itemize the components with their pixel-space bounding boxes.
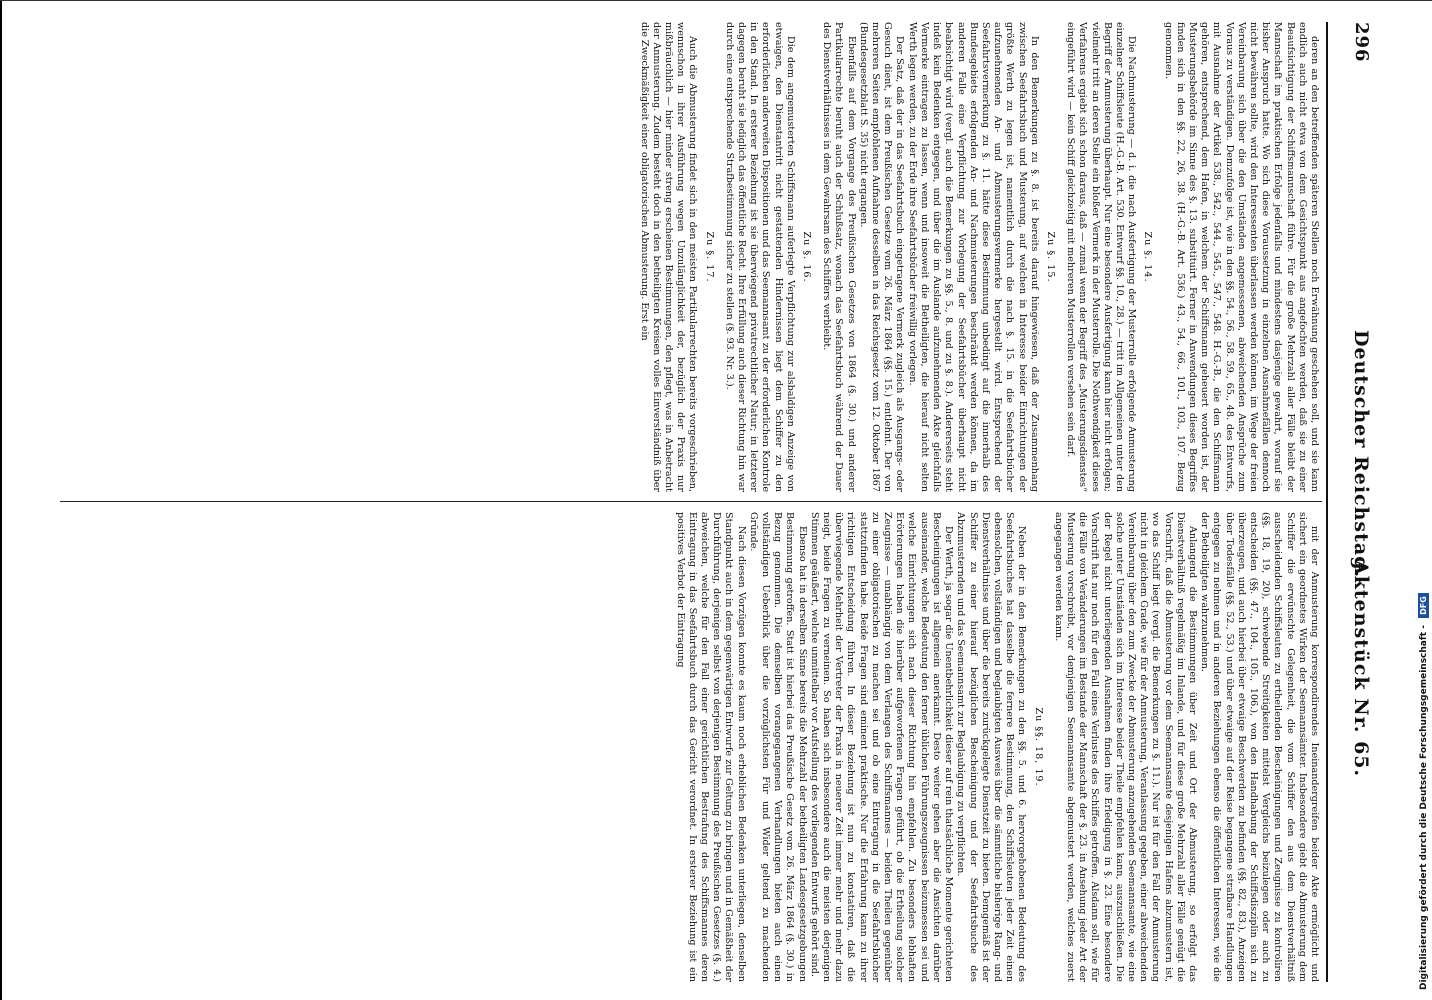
paragraph: Der Werth, ja sogar die Unentbehrlichkeit dieser auf rein thatsächliche Momente gerichteten Bescheinigungen ist allgemein anerkannt. Desto weiter gehen aber die Ansichten darüber auseinander, welche Bedeutung den ferner üblichen Führungszeugnissen beizumessen sei und welche Einrichtungen sich nach dieser Richtung hin empfehlen. Zu besonders lebhaften Erörterungen haben die hierüber aufgeworfenen Fragen geführt, ob die Ertheilung solcher Zeugnisse — unabhängig von dem Verlangen des Schiffsmannes — beiden Theilen gegenüber zu einer obligatorischen zu machen sei und ob eine Eintragung in die Seefahrtsbücher stattzufinden habe. Beide Fragen sind eminent praktische. Nur die Erfahrung kann zu ihrer richtigen Entscheidung führen. In dieser Beziehung ist nun zu konstatiren, daß die überwiegende Mehrheit der Vertreter der Praxis in neuerer Zeit immer mehr und mehr dazu neigt, beide Fragen zu verneinen. So haben sich insbesondere auch die meisten derjenigen Stimmen geäußert, welche unmittelbar vor Aufstellung des vorliegenden Entwurfs gehört sind. bbox=[808, 512, 955, 982]
paragraph: Anlangend die Bestimmungen über Zeit und Ort der Abmusterung, so erfolgt das Dienstverhältniß regelmäßig im Inlande, und für diese große Mehrzahl aller Fälle genügt die Vorschrift, daß die Abmusterung vor dem Seemannsamte desjenigen Hafens abzumustern ist, wo das Schiff liegt (vergl. die Bemerkungen zu §. 11.). Nur ist für den Fall der Anmusterung nicht in gleichem Grade, wie für der Anmusterung, Veranlassung gegeben, einer abweichenden Vereinbarung über den zum Zwecke der Abmusterung anzugehenden Seemannsamte, wie eine solche unter Umständen sich im Interesse beider Theile empfehlen kann, auszuschließen. Die der Regel nicht unterliegenden Ausnahmen finden ihre Erledigung in §. 23. Eine besondere Vorschrift hat nur noch für den Fall eines Verlustes des Schiffes getroffen. Alsdann soll, wie für die Fälle von Veränderungen im Bestande der Mannschaft der §. 23. in Ansehung jeder Art der Musterung vorschreibt, vor demjenigen Seemannsamte abgemustert werden, welches zuerst angegangen werden kann. bbox=[1052, 512, 1198, 982]
paragraph: Auch die Abmusterung findet sich in den meisten Partikularrechten bereits vorgeschrieben, wennschon in ihrer Ausführung wegen Unzulänglichkeit der, bezüglich der Praxis nur mißbräuchlich — hier minder streng erscheinen Bestimmungen, den pflegt, was in Anbetracht der Anmusterung. Zudem besteht doch in den betheiligten Kreisen volles Einverständniß über die Zweckmäßigkeit einer obligatorischen Abmusterung. Erst ein bbox=[638, 22, 699, 492]
paragraph: Der Satz, daß der in das Seefahrtsbuch eingetragene Vermerk zugleich als Ausgangs- oder Gesuch dient, ist dem Preußischen Gesetze vom 26. März 1864 (§§. 15.) entlehnt. Der von mehreren Seiten empfohlenen Aufnahme desselben in das Reichsgesetz vom 12. Oktober 1867 (Bundesgesetzblatt S. 35) nicht ergangen. bbox=[857, 22, 906, 492]
paragraph: deren an den betreffenden späteren Stellen noch Erwähnung geschehen soll, und sie kann endlich auch nicht etwa von dem Gesichtspunkt aus angefochten werden, daß sie zu einer Beaufsichtigung der Schiffsmannschaft führe. Für die große Mehrzahl aller Fälle bleibt der Mannschaft im praktischen Erfolge jedenfalls und mindestens dasjenige gewahrt, worauf sie bisher Anspruch hatte. Wo sich diese Voraussetzung in einzelnen Ausnahmefällen dennoch nicht bewähren sollte, wird den Interessenten überlassen werden können, im Wege der freien Vereinbarung sich über die den Umständen angemessenen, abweichenden Ansprüche zum Voraus zu verständigen. Demzufolge ist, wie in den §§. 54., 56., 58. 59., 65., 48. des Entwurfs, mit Ausnahme der Artikel 538., 542., 544., 545., 547., 548. H.-G.-B., die den Schiffsmann gehören, entsprechend, dem Hafen, in welchem der Schiffsmann geheuert worden ist, der Musterungsbehörde im Sinne des §. 13. substituirt. Ferner in Anwendungen dieses Begriffes finden sich in den §§. 22, 26, 38. (H.-G.-B. Art. 536.) 43., 54., 66., 101., 103., 107. Bezug genommen. bbox=[1162, 22, 1320, 492]
section-heading: Zu §§. 18, 19. bbox=[1032, 707, 1044, 787]
paragraph: Ebenso hat in derselben Sinne bereits die Mehrzahl der betheiligten Landesgesetzgebungen Bestimmung getroffen. Statt ist hierbei das Preußische Gesetz vom 26. März 1864 (§. 30.) in Bezug genommen. Die demselben vorangegangenen Verhandlungen bieten auch einen vollständigen Ueberblick über die vorzüglichsten Für und Wider geltend zu machenden Gründe. bbox=[747, 512, 808, 982]
paragraph: Die dem angemusterten Schiffsmann auferlegte Verpflichtung zur alsbaldigen Anzeige von etwaigen, den Dienstantritt nicht gestattenden Hindernissen liegt dem Schiffer zu den erforderlichen anderweiten Dispositionen und das Seemannsamt zu der erforderlichen Kontrole in den Stand. In ersterer Beziehung ist sie überwiegend privatrechtlicher Natur; in letzterer dagegen beruht sie lediglich das öffentliche Recht. Ihre Erfüllung auch dieser Richtung hin war durch eine entsprechende Strafbestimmung sicher zu stellen (§. 93. Nr. 3.). bbox=[723, 22, 796, 492]
text-column-right bbox=[50, 512, 1320, 982]
paragraph: mit der Anmusterung korrespondirendes Ineinandergreifen beider Akte ermöglicht und sichert ein geordnetes Wirken der Seemannsämter. Insbesondere giebt die Abmusterung dem Schiffer die erwünschte Gelegenheit, die vom Schiffer den aus dem Dienstverhältniß ausscheidenden Schiffsleuten zu ertheilenden Bescheinigungen und Zeugnisse zu kontroliren (§§. 18, 19, 20), schwebende Streitigkeiten mittelst Vergleichs beizulegen oder auch zu entscheiden (§§. 47., 104., 105., 106.), von den Handhabung der Schiffsdisziplin sich zu überzeugen, und auch hierbei über etwaige Beschwerden zu befinden (§§. 82., 83.), Anzeigen über Todesfälle (§§. 52., 53.) und über etwaige auf der Reise begangene strafbare Handlungen entgegen zu nehmen und in anderen Beziehungen ebenso die öffentlichen Interessen, wie die der Betheiligten wahrzunehmen. bbox=[1199, 512, 1320, 982]
paragraph: Ebenfalls auf dem Vorgange des Preußischen Gesetzes von 1864 (§. 30.) und anderer Partikularrechte beruht auch der Schlußsatz, wonach das Seefahrtsbuch während der Dauer des Dienstverhältnisses in dem Gewahrsam des Schiffers verbleibt. bbox=[821, 22, 857, 492]
section-heading: Zu §. 14. bbox=[1142, 231, 1154, 283]
section-heading: Zu §. 17. bbox=[703, 231, 715, 283]
section-heading: Zu §. 16. bbox=[801, 231, 813, 283]
header-rule bbox=[1326, 22, 1328, 982]
dfg-logo: DFG bbox=[1418, 593, 1429, 618]
paragraph: Die Nachmusterung — d. i. die nach Ausfertigung der Musterrolle erfolgende Anmusterung einzelner Schiffsleute (H.-G.-B. Art. 530. Entwurf §§. 10., 28.) — tritt im Allgemeinen unter den Begriff der Anmusterung überhaupt. Nur eine besondere Ausfertigung kann hier nicht erfolgen; vielmehr tritt an deren Stelle ein bloßer Vermerk in der Musterrolle. Die Nothwendigkeit dieses Verfahrens ergiebt sich schon daraus, daß — zumal wenn der Begriff des „Musterungsdienstes“ eingeführt wird — kein Schiff gleichzeitig mit mehreren Musterrollen versehen sein darf. bbox=[1065, 22, 1138, 492]
running-title-right: Aktenstück Nr. 65. bbox=[1350, 560, 1372, 778]
paragraph: Nach diesen Vorzügen konnte es kaum noch erheblichen Bedenken unterliegen, denselben Standpunkt auch in dem gegenwärtigen Entwurfe zur Geltung zu bringen und in Gemäßheit der Durchführung, derjenigen selbst von derjenigen Bestimmung des Preußischen Gesetzes (§. 4.) abweichen, welche für den Fall einer gerichtlichen Bestrafung des Schiffsmannes deren Eintragung in das Seefahrtsbuch durch das Gericht verordnet. In ersterer Beziehung ist ein positives Verbot der Eintragung bbox=[674, 512, 747, 982]
section-heading: Zu §. 15. bbox=[1044, 231, 1056, 283]
credit-text: Digitalisierung gefördert durch die Deutsche Forschungsgemeinschaft - bbox=[1419, 625, 1429, 990]
paragraph: Neben der in den Bemerkungen zu den §§. 5. und 6. hervorgehobenen Bedeutung des Seefahrtsbuches hat dasselbe die fernere Bestimmung, den Schiffsleuten jeder Zeit einen ebensolchen, vollständigen und beglaubigten Ausweis über die sämmtliche bisherige Rang- und Dienstverhältnisse und über die bereits zurückgelegte Dienstzeit zu bieten. Demgemäß ist der Schiffer zu einer hierauf bezüglichen Bescheinigung und der Seefahrtsbuche des Abzumusternden und das Seemannsamt zur Beglaubigung zu verpflichten. bbox=[955, 512, 1028, 982]
running-title-left: Deutscher Reichstag. bbox=[1350, 330, 1372, 579]
paragraph: In den Bemerkungen zu §. 8. ist bereits darauf hingewiesen, daß der Zusammenhang zwischen Seefahrtsbuch und Musterung, auf welchen in Interesse beider Einrichtungen der größte Werth zu legen ist, namentlich durch die nach §. 15. in die Seefahrtsbücher aufzunehmenden An- und Abmusterungsvermerke hergestellt wird. Entsprechend der Seefahrtsvermerkung zu §. 11. hätte diese Bestimmung unbedingt auf die innerhalb des Bundesgebiets erfolgenden An- und Nachmusterungen beschränkt werden können, da im anderen Falle eine Verpflichtung zur Vorlegung der Seefahrtsbücher überhaupt nicht beabsichtigt wird (vergl. auch die Bemerkungen zu §§. 5., 8. und zu §. 8.). Andererseits steht indeß kein Bedenken entgegen, und über die im Auslande aufzunehmenden Akte gleichfalls Vermerke eintragen zu lassen, wenn und insoweit die Betheiligten, die hierauf nicht selten Werth legen werden, zu der Erde ihre Seefahrtsbücher freiwillig vorlegen. bbox=[906, 22, 1040, 492]
page-number: 296 bbox=[1351, 22, 1372, 63]
column-divider bbox=[60, 501, 1322, 502]
digitization-credit bbox=[1418, 10, 1429, 990]
text-column-left bbox=[50, 22, 1320, 492]
